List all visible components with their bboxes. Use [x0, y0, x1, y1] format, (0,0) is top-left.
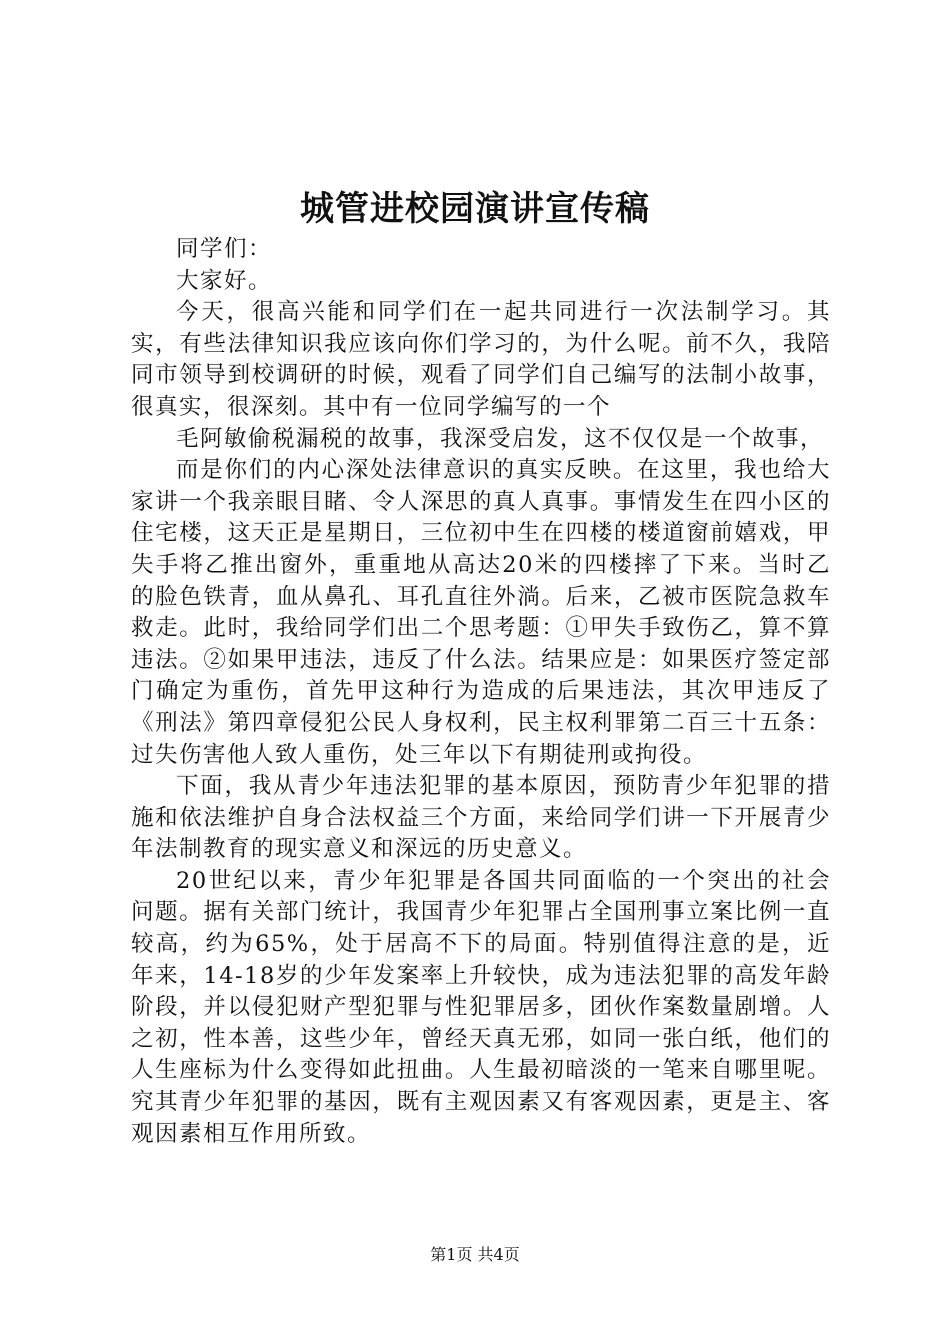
paragraph-outline: 下面，我从青少年违法犯罪的基本原因，预防青少年犯罪的措施和依法维护自身合法权益三个方面，来给同学们讲一下开展青少年法制教育的现实意义和深远的历史意义。	[131, 773, 831, 863]
paragraph-greeting: 同学们：	[176, 236, 273, 262]
document-body	[131, 234, 831, 1150]
paragraph-intro: 今天，很高兴能和同学们在一起共同进行一次法制学习。其实，有些法律知识我应该向你们学习的，为什么呢。前不久，我陪同市领导到校调研的时候，观看了同学们自己编写的法制小故事，很真实，很深刻。其中有一位同学编写的一个	[131, 299, 831, 420]
paragraph-statistics: 20世纪以来，青少年犯罪是各国共同面临的一个突出的社会问题。据有关部门统计，我国青少年犯罪占全国刑事立案比例一直较高，约为65%，处于居高不下的局面。特别值得注意的是，近年来，14-18岁的少年发案率上升较快，成为违法犯罪的高发年龄阶段，并以侵犯财产型犯罪与性犯罪居多，团伙作案数量剧增。人之初，性本善，这些少年，曾经天真无邪，如同一张白纸，他们的人生座标为什么变得如此扭曲。人生最初暗淡的一笔来自哪里呢。究其青少年犯罪的基因，既有主观因素又有客观因素，更是主、客观因素相互作用所致。	[131, 867, 831, 1147]
paragraph-case: 而是你们的内心深处法律意识的真实反映。在这里，我也给大家讲一个我亲眼目睹、令人深思的真人真事。事情发生在四小区的住宅楼，这天正是星期日，三位初中生在四楼的楼道窗前嬉戏，甲失手将乙推出窗外，重重地从高达20米的四楼摔了下来。当时乙的脸色铁青，血从鼻孔、耳孔直往外淌。后来，乙被市医院急救车救走。此时，我给同学们出二个思考题：①甲失手致伤乙，算不算违法。②如果甲违法，违反了什么法。结果应是：如果医疗签定部门确定为重伤，首先甲这种行为造成的后果违法，其次甲违反了《刑法》第四章侵犯公民人身权利，民主权利罪第二百三十五条：过失伤害他人致人重伤，处三年以下有期徒刑或拘役。	[131, 457, 831, 768]
paragraph-hello: 大家好。	[176, 267, 273, 294]
paragraph-story: 毛阿敏偷税漏税的故事，我深受启发，这不仅仅是一个故事，	[176, 425, 825, 452]
page-footer: 第1页 共4页	[430, 1245, 520, 1264]
document-title: 城管进校园演讲宣传稿	[300, 189, 650, 229]
